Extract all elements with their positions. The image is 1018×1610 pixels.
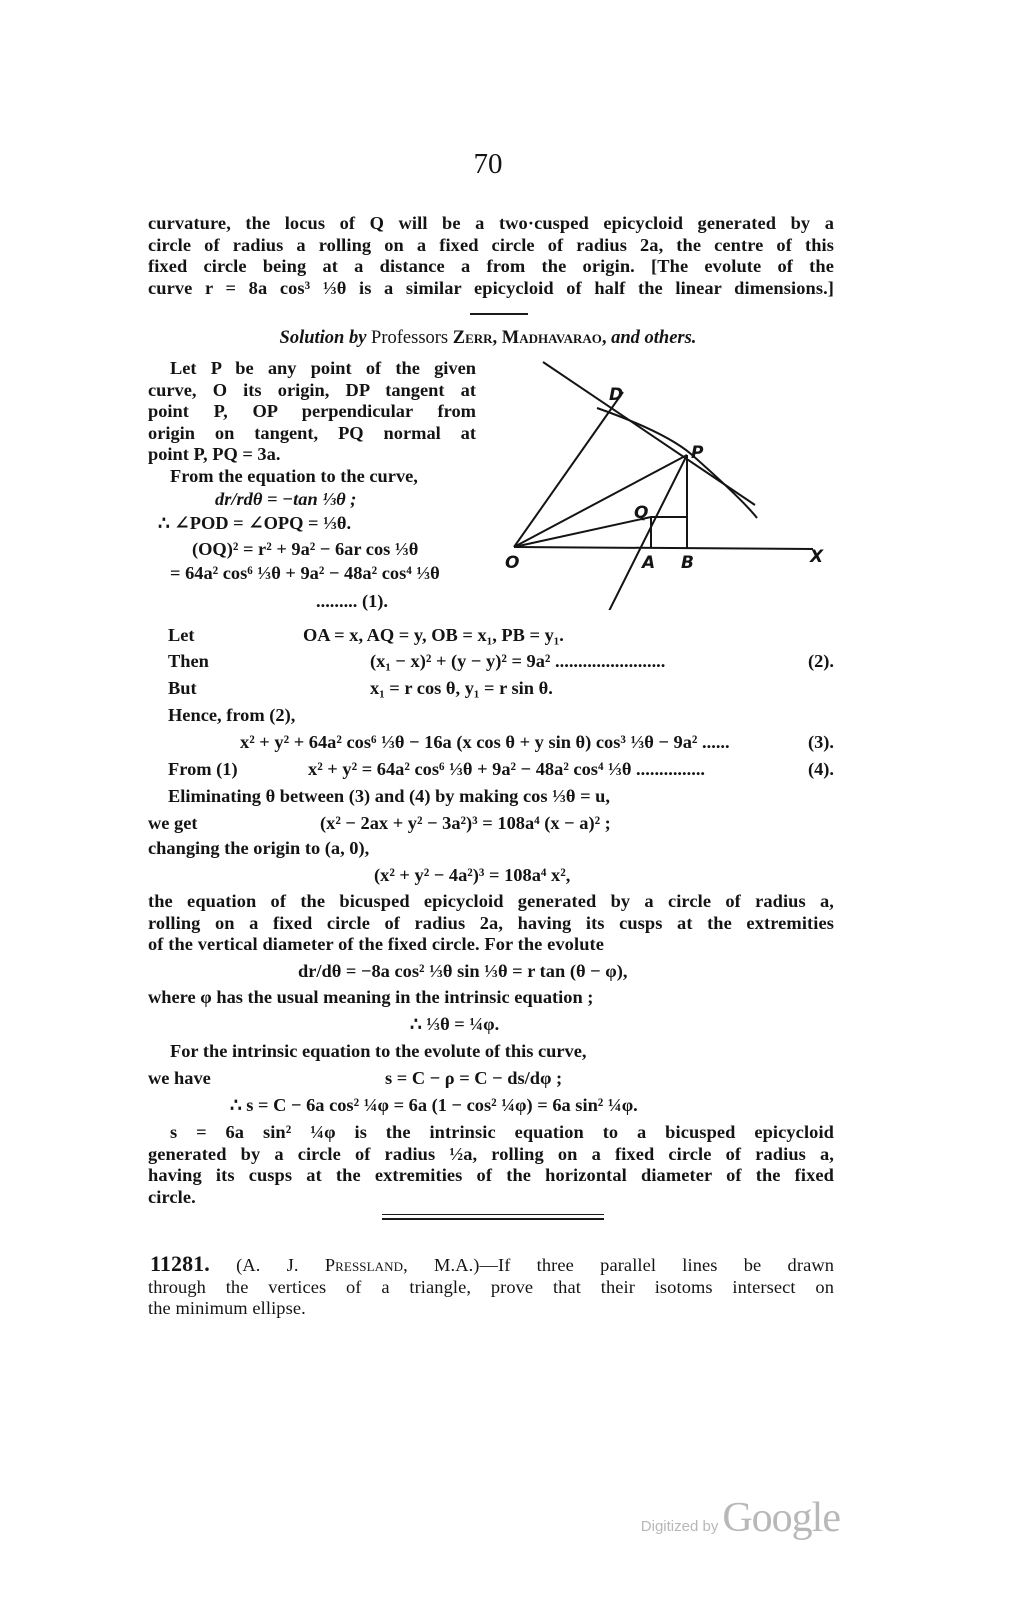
paragraph-line: circle. <box>148 1186 196 1207</box>
paragraph-line: rolling on a fixed circle of radius 2a, having its cusps at the extremities <box>148 912 834 933</box>
label-p: P <box>691 443 704 463</box>
separator-rule-bottom <box>382 1218 604 1220</box>
row-label: Hence, from (2), <box>168 705 296 725</box>
row-expr: (x² − 2ax + y² − 3a²)³ = 108a⁴ (x − a)² ; <box>320 813 611 833</box>
where-phi-line: where φ has the usual meaning in the intrinsic equation ; <box>148 987 594 1007</box>
equation-oq: (OQ)² = r² + 9a² − 6ar cos ⅓θ <box>192 539 419 559</box>
row-expr: x₁ = r cos θ, y₁ = r sin θ. <box>370 678 553 698</box>
row-label: Let <box>168 625 195 645</box>
label-a: A <box>642 553 656 573</box>
equation-number-1: ......... (1). <box>316 591 389 611</box>
axis-ox <box>514 547 813 549</box>
equation-drd: dr/rdθ = −tan ⅓θ ; <box>215 489 357 509</box>
problem-line: the minimum ellipse. <box>148 1298 306 1319</box>
problem-text: —If three parallel lines be drawn <box>479 1255 835 1275</box>
intro-line: circle of radius a rolling on a fixed circle of radius 2a, the centre of this <box>148 234 834 255</box>
equation-angle: ∴ ∠POD = ∠OPQ = ⅓θ. <box>158 513 352 533</box>
byline-middle: Professors <box>366 328 453 348</box>
left-line: curve, O its origin, DP tangent at <box>148 379 476 400</box>
byline-prefix: Solution by <box>279 328 367 348</box>
equation-number: (4). <box>807 759 834 779</box>
derivation-row <box>148 865 834 889</box>
google-logo: Google <box>722 1495 840 1541</box>
intrinsic-intro: For the intrinsic equation to the evolute of this curve, <box>170 1041 587 1061</box>
problem-number: 11281. <box>150 1251 210 1276</box>
we-have-label: we have <box>148 1068 211 1088</box>
normal-line-pq <box>607 455 687 610</box>
left-line: origin on tangent, PQ normal at <box>148 422 476 443</box>
row-label: But <box>168 678 197 698</box>
paragraph-line: the equation of the bicusped epicycloid generated by a circle of radius a, <box>148 891 834 911</box>
derivation-row <box>148 625 834 649</box>
label-q: Q <box>634 503 649 523</box>
watermark-prefix: Digitized by <box>640 1518 719 1535</box>
row-label: Eliminating θ between (3) and (4) by making cos ⅓θ = u, <box>168 786 610 806</box>
equation-s-expanded: ∴ s = C − 6a cos² ¼φ = 6a (1 − cos² ¼φ) = 6a sin² ¼φ. <box>230 1095 638 1115</box>
solution-byline <box>0 328 976 349</box>
geometry-diagram <box>495 350 840 610</box>
curve-arc <box>597 408 757 518</box>
byline-suffix: and others. <box>606 328 697 348</box>
line-op <box>514 455 687 547</box>
row-expr: (x² + y² − 4a²)³ = 108a⁴ x², <box>374 865 571 885</box>
equation-dr-dtheta: dr/dθ = −8a cos² ⅓θ sin ⅓θ = r tan (θ − φ), <box>298 961 628 981</box>
row-label: changing the origin to (a, 0), <box>148 838 370 858</box>
equation-number: (3). <box>807 732 834 752</box>
problem-first-line <box>148 1253 834 1277</box>
closing-paragraph <box>148 1122 834 1208</box>
row-expr: x² + y² + 64a² cos⁶ ⅓θ − 16a (x cos θ + y sin θ) cos³ ⅓θ − 9a² ...... <box>240 732 730 752</box>
row-label: we get <box>148 813 198 833</box>
label-d: D <box>609 385 624 405</box>
section-rule <box>470 313 528 315</box>
row-expr: (x₁ − x)² + (y − y)² = 9a² ........................ <box>370 651 666 671</box>
problem-author: (A. J. Pressland, M.A.) <box>236 1255 480 1275</box>
label-x: X <box>810 547 824 567</box>
derivation-row <box>148 678 834 702</box>
left-column-text <box>148 358 476 487</box>
equation-phi: ∴ ⅓θ = ¼φ. <box>410 1014 500 1034</box>
left-line: Let P be any point of the given <box>170 358 476 378</box>
separator-rule-top <box>382 1214 604 1215</box>
left-line: point P, PQ = 3a. <box>148 444 281 464</box>
paragraph-line: having its cusps at the extremities of the horizontal diameter of the fixed <box>148 1165 834 1186</box>
paragraph-line: s = 6a sin² ¼φ is the intrinsic equation to a bicusped epicycloid <box>170 1122 834 1142</box>
digitized-watermark <box>641 1494 840 1542</box>
row-label: From (1) <box>168 759 238 779</box>
derivation-row <box>148 786 834 810</box>
line-od <box>514 392 623 547</box>
row-expr: OA = x, AQ = y, OB = x₁, PB = y₁. <box>303 625 564 645</box>
label-o: O <box>505 553 520 573</box>
page-number: 70 <box>473 148 503 180</box>
intro-line: fixed circle being at a distance a from the origin. [The evolute of the <box>148 256 834 277</box>
paragraph-line: generated by a circle of radius ½a, rolling on a fixed circle of radius a, <box>148 1143 834 1164</box>
row-label: Then <box>168 651 209 671</box>
paragraph-line: of the vertical diameter of the fixed circle. For the evolute <box>148 934 605 955</box>
equation-number: (2). <box>807 651 834 671</box>
derivation-row <box>148 705 834 729</box>
derivation-row <box>148 651 834 675</box>
derivation-row <box>148 838 834 862</box>
label-b: B <box>681 553 694 573</box>
next-problem <box>148 1253 834 1320</box>
derivation-row <box>148 813 834 837</box>
intro-paragraph <box>148 213 834 299</box>
left-line: From the equation to the curve, <box>170 465 418 486</box>
row-expr: x² + y² = 64a² cos⁶ ⅓θ + 9a² − 48a² cos⁴ ⅓θ ............... <box>308 759 706 779</box>
problem-line: through the vertices of a triangle, prove that their isotoms intersect on <box>148 1276 834 1297</box>
derivation-row <box>148 759 834 783</box>
byline-names: Zerr, Madhavarao, <box>452 328 607 348</box>
bicusped-paragraph <box>148 891 834 956</box>
intro-line: curve r = 8a cos³ ⅓θ is a similar epicycloid of half the linear dimensions.] <box>148 277 834 298</box>
line-oq <box>514 517 651 547</box>
equation-s: s = C − ρ = C − ds/dφ ; <box>385 1068 563 1088</box>
derivation-row <box>148 732 834 756</box>
intro-line: curvature, the locus of Q will be a two·cusped epicycloid generated by a <box>148 213 834 233</box>
equation-oq-expanded: = 64a² cos⁶ ⅓θ + 9a² − 48a² cos⁴ ⅓θ <box>170 563 440 583</box>
left-line: point P, OP perpendicular from <box>148 401 476 421</box>
